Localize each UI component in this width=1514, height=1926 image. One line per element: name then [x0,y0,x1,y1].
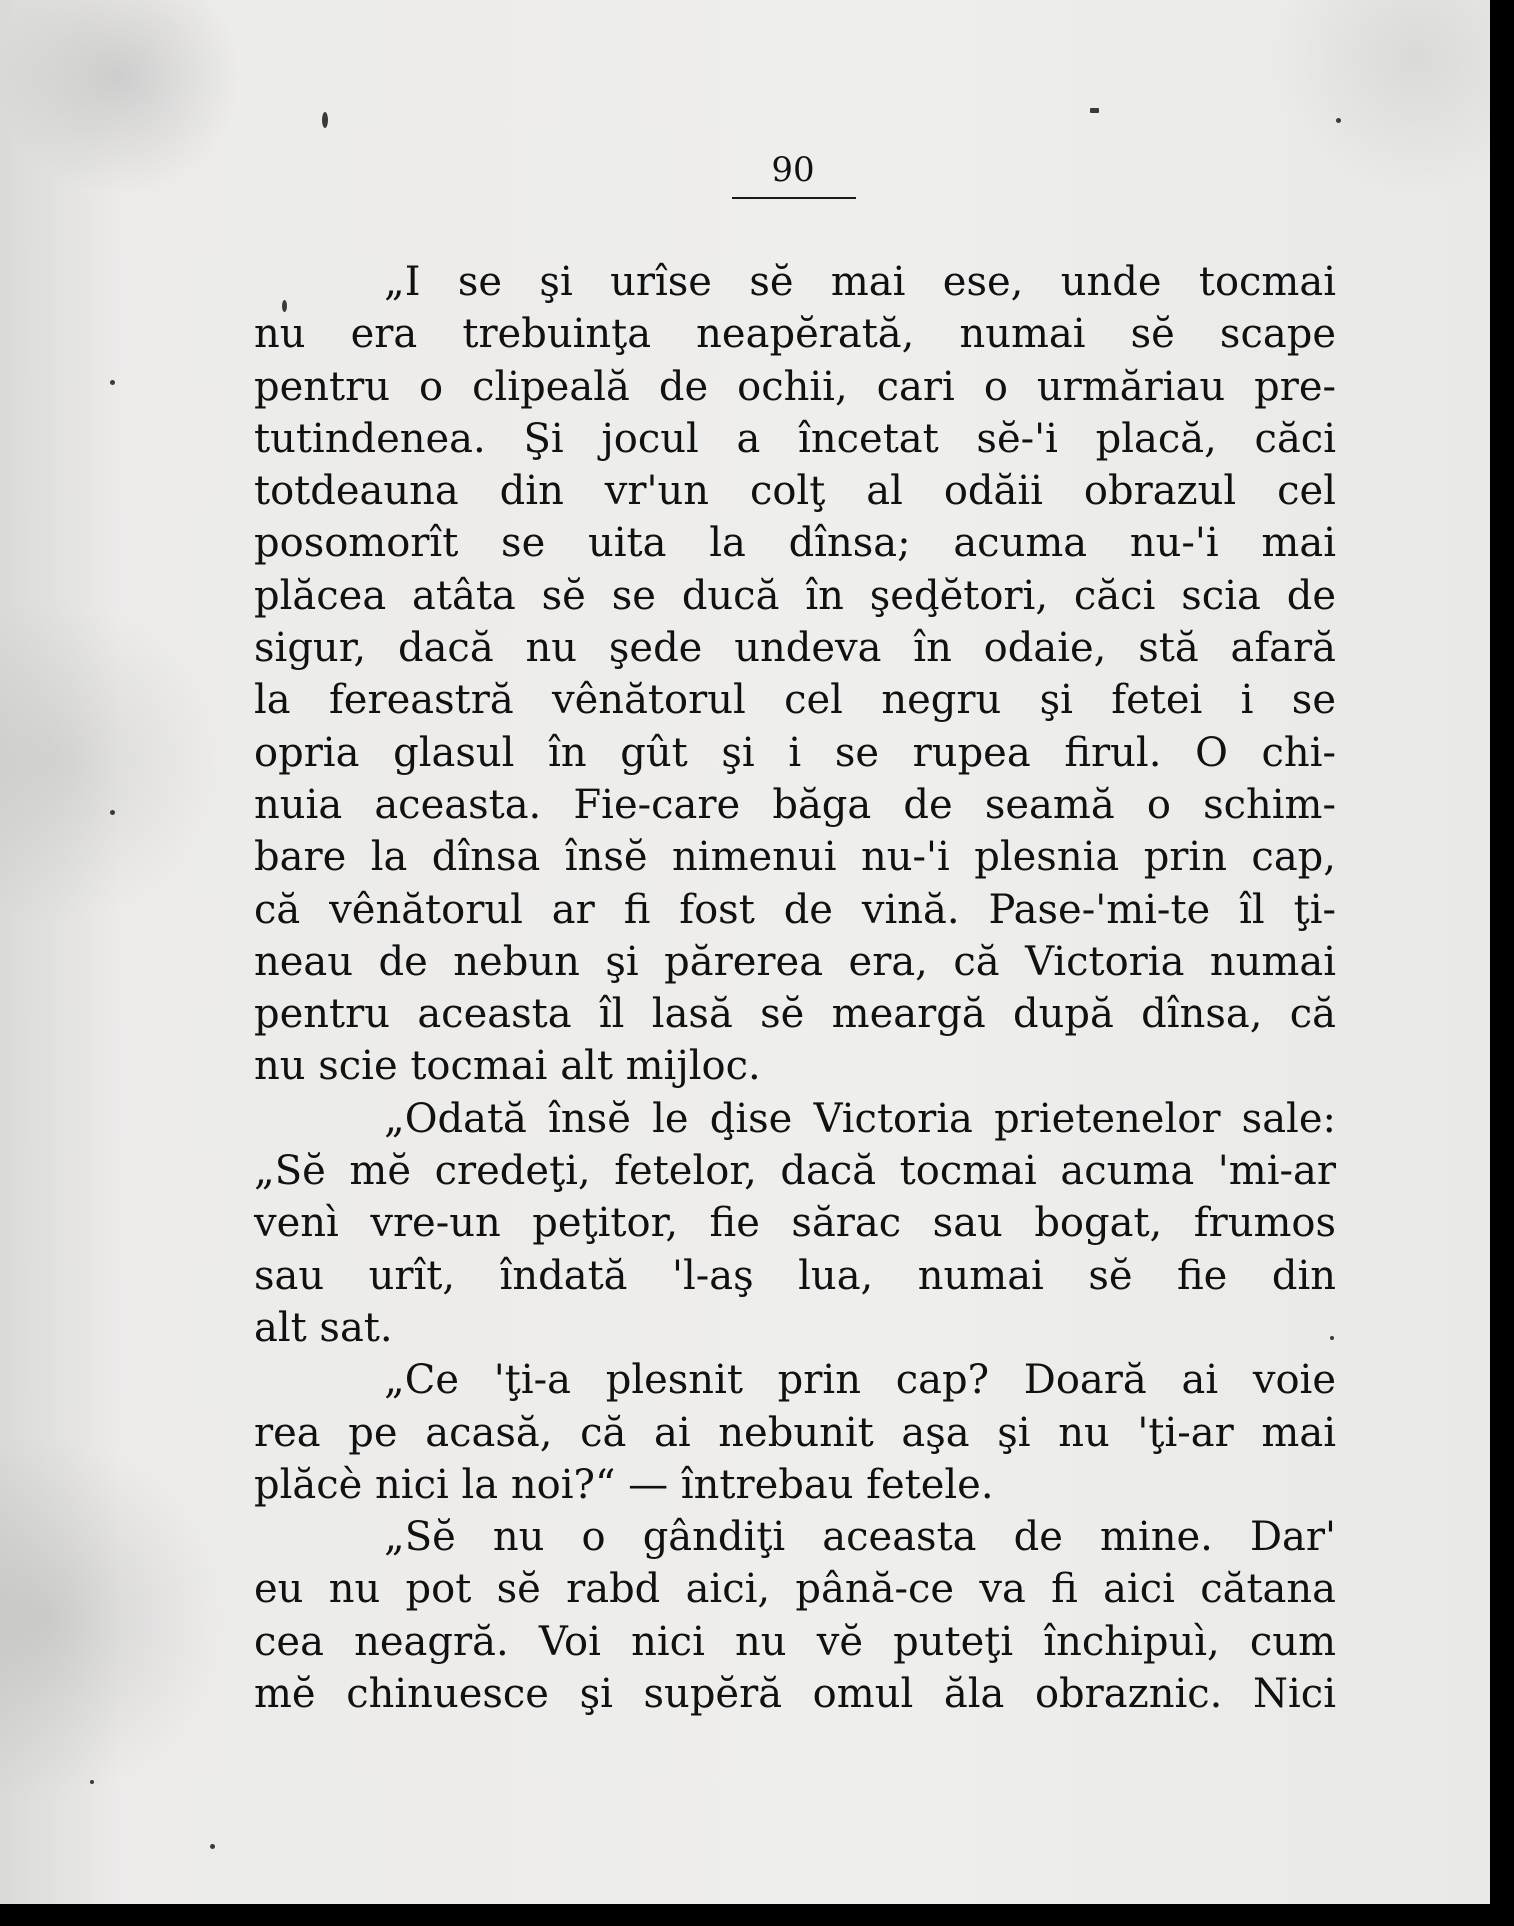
text-line: sau urît, îndată 'l-aş lua, numai sĕ fie din [254,1252,1336,1299]
ink-speck [110,810,115,815]
ink-speck [322,112,328,128]
text-line: eu nu pot sĕ rabd aici, până-ce va fi aici cătana [254,1566,1336,1613]
body-text [254,256,1336,1720]
text-line: mĕ chinuesce şi supĕră omul ăla obraznic. Nici [254,1671,1336,1718]
text-line: „Ce 'ţi-a plesnit prin cap? Doară ai voie [384,1357,1336,1404]
text-line: pentru aceasta îl lasă sĕ meargă după dînsa, că [254,991,1336,1038]
ink-speck [110,380,115,385]
text-line: neau de nebun şi părerea era, că Victoria numai [254,938,1336,985]
text-line: venì vre-un peţitor, fie sărac sau bogat, frumos [254,1200,1336,1247]
text-line: „Sĕ mĕ credeţi, fetelor, dacă tocmai acuma 'mi-ar [254,1148,1336,1195]
text-line: plăcè nici la noi?“ — întrebau fetele. [254,1461,994,1508]
text-line: tutindenea. Şi jocul a încetat sĕ-'i placă, căci [254,415,1336,462]
text-line: nu scie tocmai alt mijloc. [254,1043,761,1090]
text-line: „Odată însĕ le ḑise Victoria prietenelor sale: [384,1095,1336,1142]
page-number-rule [732,197,856,199]
ink-speck [1336,118,1341,123]
text-line: „Sĕ nu o gândiţi aceasta de mine. Dar' [384,1514,1336,1561]
text-line: că vênătorul ar fi fost de vină. Pase-'mi-te îl ţi- [254,886,1336,933]
text-line: opria glasul în gût şi i se rupea firul. O chi- [254,729,1336,776]
text-line: cea neagră. Voi nici nu vĕ puteţi închipuì, cum [254,1618,1336,1665]
text-line: totdeauna din vr'un colţ al odăii obrazul cel [254,468,1336,515]
scan-border-right [1490,0,1514,1926]
text-line: posomorît se uita la dînsa; acuma nu-'i mai [254,520,1336,567]
text-line: nu era trebuinţa neapĕrată, numai sĕ scape [254,311,1336,358]
text-line: rea pe acasă, că ai nebunit aşa şi nu 'ţi-ar mai [254,1409,1336,1456]
page-number: 90 [771,150,815,190]
text-line: „I se şi urîse sĕ mai ese, unde tocmai [384,259,1336,305]
scan-border-bottom [0,1904,1514,1926]
text-line: pentru o clipeală de ochii, cari o urmăriau pre- [254,363,1336,410]
ink-speck [210,1844,215,1849]
text-line: plăcea atâta sĕ se ducă în şeḑĕtori, căci scia de [254,572,1336,619]
text-line: alt sat. [254,1304,393,1351]
text-line: sigur, dacă nu şede undeva în odaie, stă afară [254,625,1336,672]
ink-speck [90,1780,94,1784]
text-line: bare la dînsa însĕ nimenui nu-'i plesnia prin cap, [254,834,1336,881]
ink-speck [1090,108,1099,113]
text-line: la fereastră vênătorul cel negru şi fetei i se [254,677,1336,724]
text-line: nuia aceasta. Fie-care băga de seamă o schim- [254,781,1336,828]
